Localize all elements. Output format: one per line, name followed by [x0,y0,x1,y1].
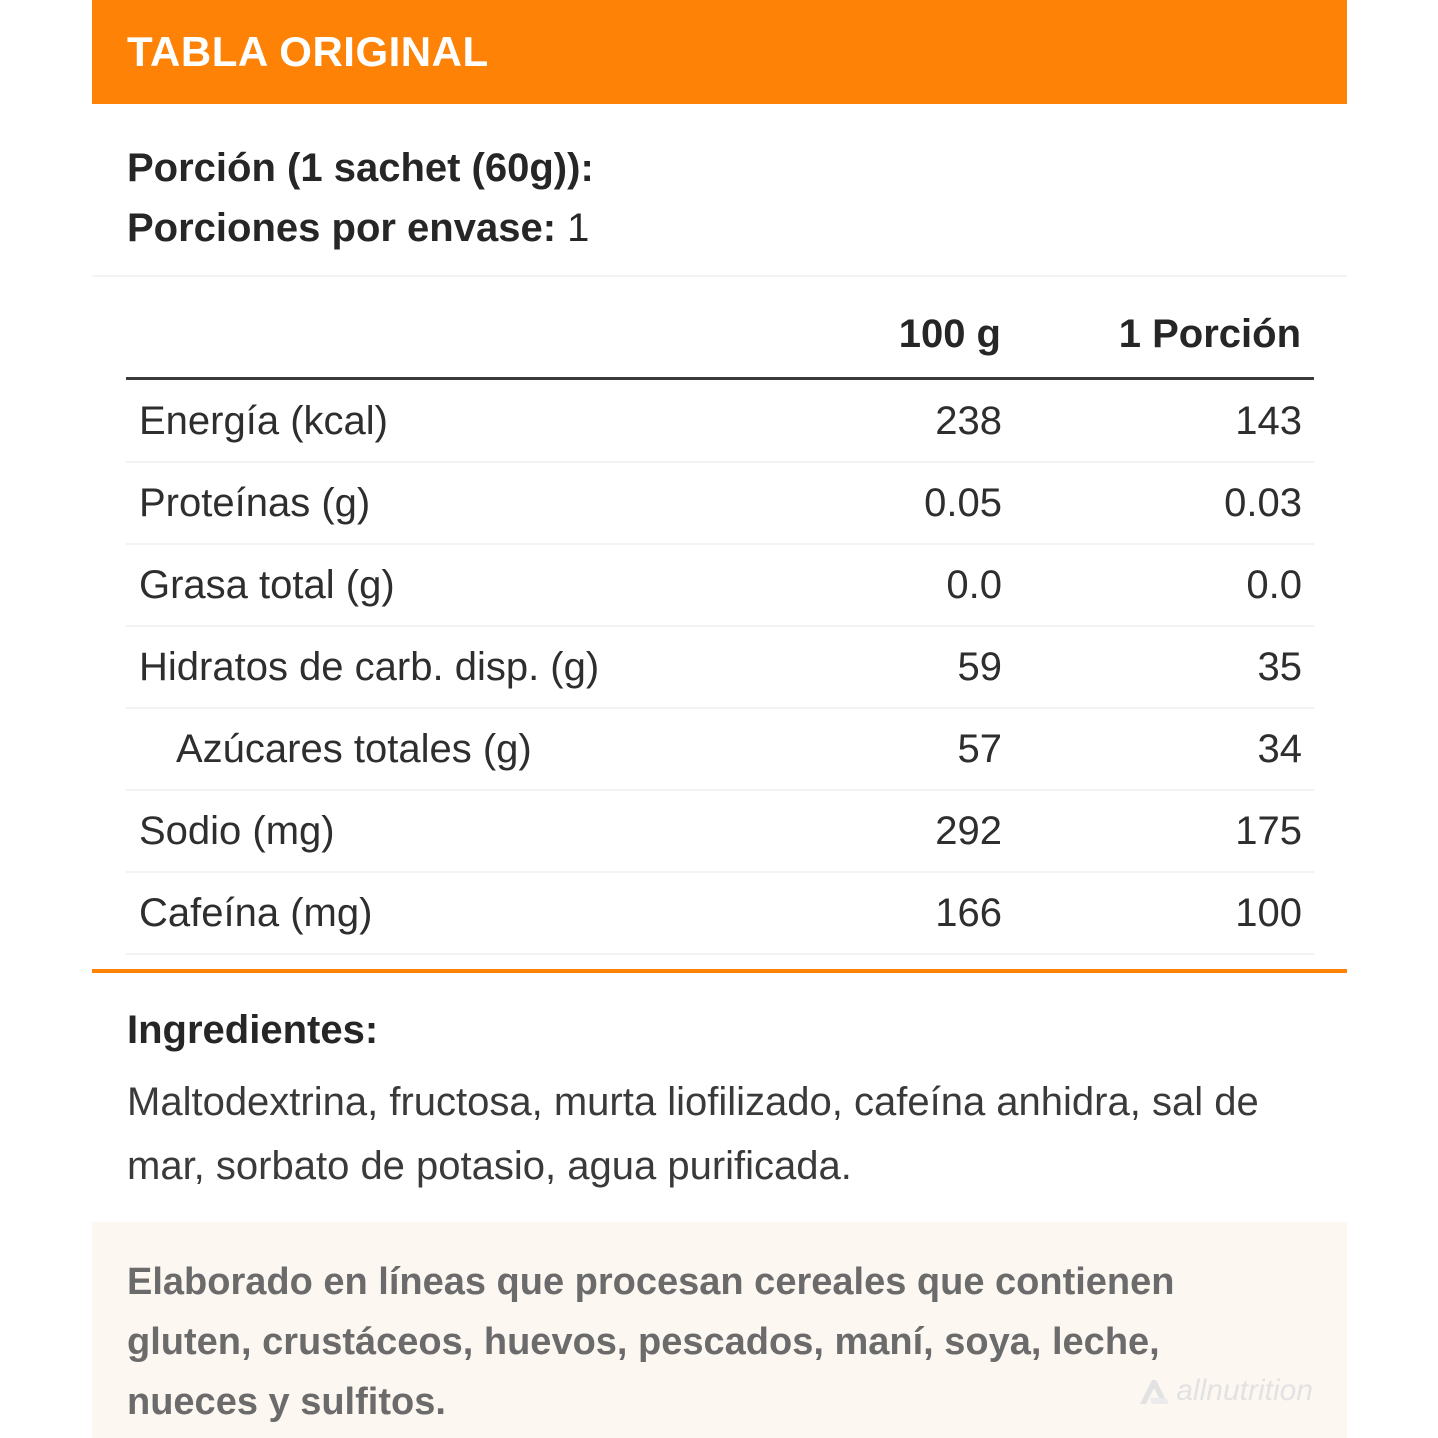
row-value-100g: 166 [935,891,1002,935]
table-row [126,545,1314,627]
table-row [126,791,1314,873]
row-value-portion: 34 [1257,727,1302,771]
nutrition-card [92,0,1347,1438]
serving-info [127,138,594,258]
row-value-portion: 175 [1235,809,1302,853]
row-value-100g: 292 [935,809,1002,853]
column-header-portion: 1 Porción [1118,312,1301,356]
ingredients-title: Ingredientes: [127,1008,379,1052]
portions-value: 1 [567,206,590,250]
row-name: Hidratos de carb. disp. (g) [139,645,600,689]
allergen-box [92,1222,1347,1438]
row-value-100g: 0.05 [924,481,1002,525]
portion-label: Porción (1 sachet (60g)): [127,146,594,190]
row-value-portion: 143 [1235,399,1302,443]
table-row [126,873,1314,955]
header-bar [92,0,1347,104]
header-rule [126,377,1314,380]
portions-label: Porciones por envase: [127,206,557,250]
watermark [1136,1374,1313,1408]
row-name: Azúcares totales (g) [176,727,532,771]
row-name: Proteínas (g) [139,481,371,525]
row-name: Energía (kcal) [139,399,388,443]
row-value-100g: 59 [957,645,1002,689]
ingredients-text: Maltodextrina, fructosa, murta liofilizado, cafeína anhidra, sal de mar, sorbato de potasio, agua purificada. [127,1080,1259,1188]
row-value-portion: 0.03 [1224,481,1302,525]
section-divider [92,969,1347,973]
divider [92,275,1347,277]
allnutrition-logo-icon [1136,1376,1172,1406]
row-name: Sodio (mg) [139,809,335,853]
row-value-100g: 0.0 [946,563,1002,607]
table-row [126,381,1314,463]
row-value-portion: 100 [1235,891,1302,935]
row-value-100g: 57 [957,727,1002,771]
table-row [126,709,1314,791]
table-row [126,463,1314,545]
row-value-portion: 0.0 [1246,563,1302,607]
allergen-text: Elaborado en líneas que procesan cereales que contienen gluten, crustáceos, huevos, pescados, maní, soya, leche, nueces y sulfitos. [127,1261,1175,1423]
row-value-100g: 238 [935,399,1002,443]
row-value-portion: 35 [1257,645,1302,689]
table-row [126,627,1314,709]
row-name: Grasa total (g) [139,563,395,607]
row-name: Cafeína (mg) [139,891,373,935]
column-header-100g: 100 g [898,312,1001,356]
watermark-text: allnutrition [1176,1374,1313,1407]
header-title: TABLA ORIGINAL [127,28,489,75]
